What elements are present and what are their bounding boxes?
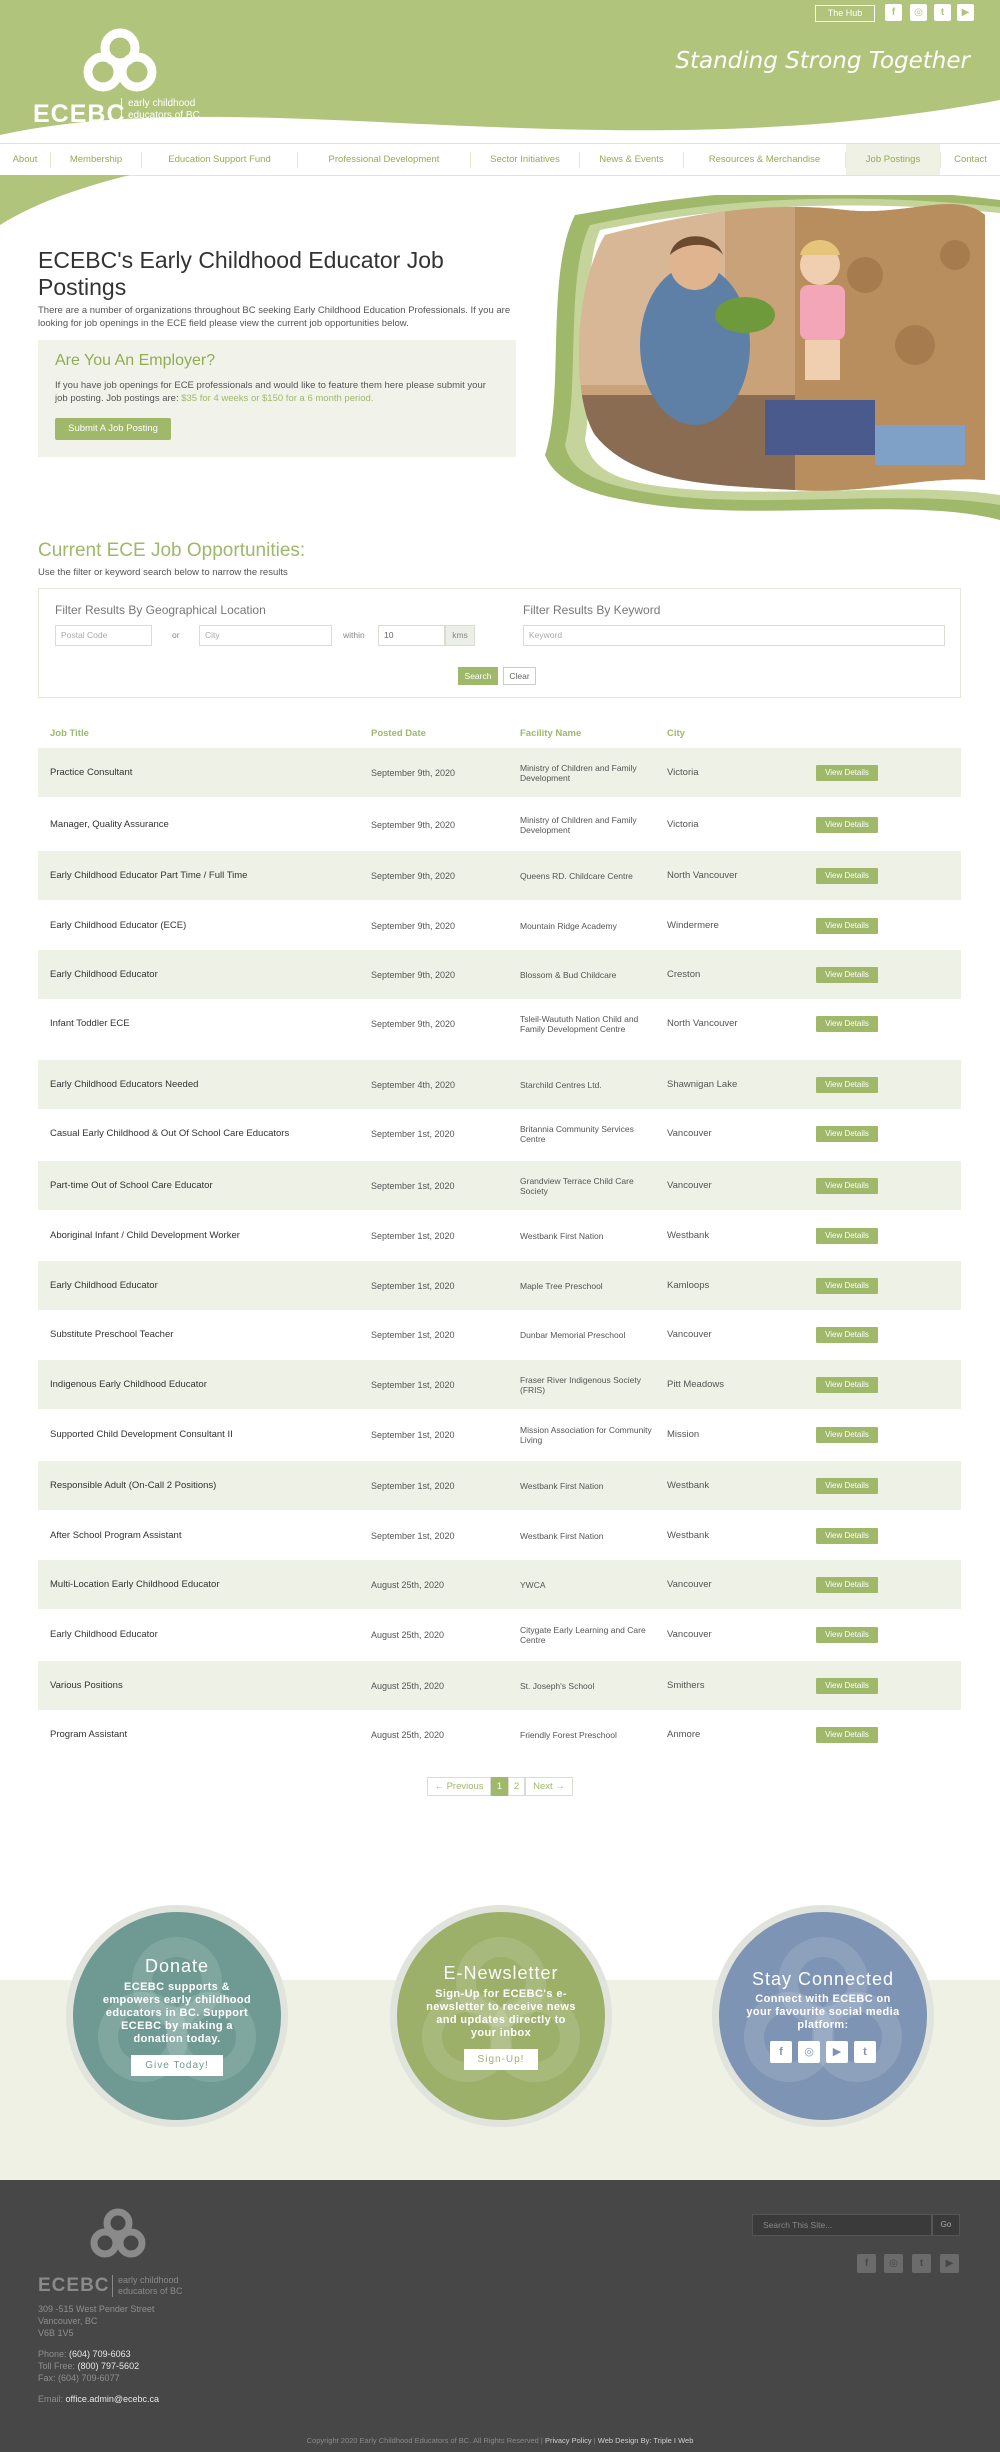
city-cell: Smithers <box>667 1680 705 1691</box>
job-title-cell[interactable]: Indigenous Early Childhood Educator <box>50 1379 207 1390</box>
footer-email <box>38 2394 159 2405</box>
city-cell: Vancouver <box>667 1579 712 1590</box>
sign-up-button[interactable]: Sign-Up! <box>464 2049 539 2070</box>
footer-phone-number[interactable]: (604) 709-6063 <box>69 2349 131 2359</box>
nav-item-resources-merchandise[interactable]: Resources & Merchandise <box>708 154 821 165</box>
newsletter-title: E-Newsletter <box>443 1962 559 1983</box>
city-cell: Windermere <box>667 920 719 931</box>
footer-fax-label: Fax: <box>38 2373 56 2383</box>
city-cell: Kamloops <box>667 1280 710 1291</box>
posted-date-cell: September 1st, 2020 <box>371 1180 455 1191</box>
facility-cell: Starchild Centres Ltd. <box>520 1079 602 1090</box>
table-row <box>38 800 961 849</box>
posted-date-cell: September 1st, 2020 <box>371 1429 455 1440</box>
facility-cell: Westbank First Nation <box>520 1480 604 1491</box>
table-row <box>38 1560 961 1609</box>
distance-unit: kms <box>445 625 475 646</box>
facility-cell: Ministry of Children and Family Development <box>520 762 637 783</box>
footer-address-line-1: 309 -515 West Pender Street <box>38 2304 155 2314</box>
table-row <box>38 1161 961 1210</box>
facebook-icon[interactable]: f <box>770 2041 792 2063</box>
facebook-icon[interactable]: f <box>885 4 902 21</box>
employer-heading: Are You An Employer? <box>55 352 216 369</box>
posted-date-cell: August 25th, 2020 <box>371 1729 445 1740</box>
facility-cell: Mission Association for Community Living <box>520 1424 652 1445</box>
nav-item-job-postings[interactable]: Job Postings <box>846 144 940 175</box>
donate-text: ECEBC supports & empowers early childhood educators in BC. Support ECEBC by making a donation today. <box>102 1981 252 2045</box>
newsletter-card <box>397 1912 605 2120</box>
view-details-button[interactable]: View Details <box>816 1327 878 1343</box>
employer-text <box>55 379 495 405</box>
footer-tollfree-number[interactable]: (800) 797-5602 <box>77 2361 140 2371</box>
privacy-policy-link[interactable]: Privacy Policy <box>544 2436 592 2445</box>
city-cell: Shawnigan Lake <box>667 1079 738 1090</box>
facility-cell: Blossom & Bud Childcare <box>520 969 617 980</box>
jobs-section-title: Current ECE Job Opportunities: <box>38 540 306 561</box>
within-label: within <box>343 630 365 640</box>
newsletter-text: Sign-Up for ECEBC's e-newsletter to receive news and updates directly to your inbox <box>426 1987 576 2039</box>
nav-item-about[interactable]: About <box>12 154 38 165</box>
table-row <box>38 1610 961 1659</box>
youtube-icon[interactable]: ▶ <box>826 2041 848 2063</box>
view-details-button[interactable]: View Details <box>816 817 878 833</box>
city-input[interactable]: City <box>199 625 332 646</box>
table-row <box>38 1310 961 1359</box>
keyword-input[interactable]: Keyword <box>523 625 945 646</box>
posted-date-cell: September 9th, 2020 <box>371 767 456 778</box>
footer-address-line-2: Vancouver, BC <box>38 2316 98 2326</box>
posted-date-cell: September 9th, 2020 <box>371 870 456 881</box>
view-details-button[interactable]: View Details <box>816 868 878 884</box>
pagination-previous[interactable]: ← Previous <box>427 1777 491 1796</box>
city-cell: Westbank <box>667 1230 710 1241</box>
facebook-icon[interactable]: f <box>857 2254 876 2273</box>
view-details-button[interactable]: View Details <box>816 1678 878 1694</box>
twitter-icon[interactable]: t <box>854 2041 876 2063</box>
facility-cell: Friendly Forest Preschool <box>520 1729 617 1740</box>
city-cell: Vancouver <box>667 1629 712 1640</box>
posted-date-cell: September 1st, 2020 <box>371 1230 455 1241</box>
job-title-cell[interactable]: Early Childhood Educator <box>50 1280 158 1291</box>
footer-phone <box>38 2349 131 2360</box>
facility-cell: Dunbar Memorial Preschool <box>520 1329 626 1340</box>
job-title-cell[interactable]: Multi-Location Early Childhood Educator <box>50 1579 220 1590</box>
table-row <box>38 1461 961 1510</box>
footer-logo-wordmark: ECEBC <box>38 2275 110 2296</box>
distance-input[interactable]: 10 <box>378 625 445 646</box>
job-title-cell[interactable]: Supported Child Development Consultant II <box>50 1429 233 1440</box>
nav-item-contact[interactable]: Contact <box>954 154 987 165</box>
nav-item-sector-initiatives[interactable]: Sector Initiatives <box>490 154 560 165</box>
employer-text-body: If you have job openings for ECE professionals and would like to feature them here please submit your job posting. Job postings are: <box>55 380 486 404</box>
city-cell: Mission <box>667 1429 700 1440</box>
view-details-button[interactable]: View Details <box>816 1377 878 1393</box>
clear-button[interactable]: Clear <box>503 667 536 685</box>
city-cell: Victoria <box>667 819 699 830</box>
instagram-icon[interactable]: ◎ <box>910 4 927 21</box>
twitter-icon[interactable]: t <box>934 4 951 21</box>
table-row <box>38 1410 961 1459</box>
view-details-button[interactable]: View Details <box>816 1077 878 1093</box>
posted-date-cell: September 1st, 2020 <box>371 1379 455 1390</box>
job-title-cell[interactable]: Infant Toddler ECE <box>50 1018 130 1029</box>
copyright-text: Copyright 2020 Early Childhood Educators of BC. All Rights Reserved <box>306 2436 539 2445</box>
view-details-button[interactable]: View Details <box>816 1278 878 1294</box>
city-cell: Anmore <box>667 1729 701 1740</box>
facility-cell: Maple Tree Preschool <box>520 1280 603 1291</box>
table-row <box>38 748 961 797</box>
job-title-cell[interactable]: After School Program Assistant <box>50 1530 182 1541</box>
donate-title: Donate <box>144 1956 210 1976</box>
footer-tollfree <box>38 2361 139 2372</box>
posted-date-cell: September 9th, 2020 <box>371 920 456 931</box>
submit-job-posting-button[interactable]: Submit A Job Posting <box>55 418 171 440</box>
facility-cell: Britannia Community Services Centre <box>520 1123 634 1144</box>
city-cell: Vancouver <box>667 1128 712 1139</box>
facility-cell: Citygate Early Learning and Care Centre <box>520 1624 646 1645</box>
geo-filter-heading: Filter Results By Geographical Location <box>55 603 266 617</box>
table-row <box>38 1060 961 1109</box>
column-header-posted-date[interactable]: Posted Date <box>371 728 426 739</box>
facility-cell: Mountain Ridge Academy <box>520 920 617 931</box>
table-row <box>38 1710 961 1759</box>
view-details-button[interactable]: View Details <box>816 1427 878 1443</box>
job-title-cell[interactable]: Aboriginal Infant / Child Development Worker <box>50 1230 240 1241</box>
posted-date-cell: September 9th, 2020 <box>371 969 456 980</box>
employer-price: $35 for 4 weeks or $150 for a 6 month period. <box>181 393 374 404</box>
connect-social-links <box>770 2041 876 2063</box>
instagram-icon[interactable]: ◎ <box>884 2254 903 2273</box>
connect-card <box>719 1912 927 2120</box>
facility-cell: St. Joseph's School <box>520 1680 595 1691</box>
or-label: or <box>172 630 180 640</box>
the-hub-button[interactable]: The Hub <box>815 5 875 22</box>
job-title-cell[interactable]: Manager, Quality Assurance <box>50 819 169 830</box>
footer-email-link[interactable]: office.admin@ecebc.ca <box>65 2394 160 2404</box>
city-cell: North Vancouver <box>667 1018 738 1029</box>
donate-card <box>73 1912 281 2120</box>
job-title-cell[interactable]: Early Childhood Educator (ECE) <box>50 920 187 931</box>
posted-date-cell: September 1st, 2020 <box>371 1280 455 1291</box>
footer-email-label: Email: <box>38 2394 64 2404</box>
view-details-button[interactable]: View Details <box>816 1178 878 1194</box>
connect-text: Connect with ECEBC on your favourite social media platform: <box>746 1993 900 2031</box>
nav-item-professional-development[interactable]: Professional Development <box>328 154 440 165</box>
view-details-button[interactable]: View Details <box>816 1627 878 1643</box>
page-title: ECEBC's Early Childhood Educator Job Postings <box>38 247 444 300</box>
table-row <box>38 1261 961 1310</box>
job-title-cell[interactable]: Early Childhood Educators Needed <box>50 1079 199 1090</box>
table-row <box>38 1511 961 1560</box>
posted-date-cell: September 1st, 2020 <box>371 1480 455 1491</box>
job-title-cell[interactable]: Early Childhood Educator <box>50 1629 158 1640</box>
facility-cell: Queens RD. Childcare Centre <box>520 870 633 881</box>
view-details-button[interactable]: View Details <box>816 1228 878 1244</box>
table-row <box>38 851 961 900</box>
city-cell: Creston <box>667 969 701 980</box>
footer-address-line-3: V6B 1V5 <box>38 2328 74 2338</box>
view-details-button[interactable]: View Details <box>816 1478 878 1494</box>
table-row <box>38 1109 961 1158</box>
postal-code-input[interactable]: Postal Code <box>55 625 152 646</box>
city-cell: Vancouver <box>667 1329 712 1340</box>
job-title-cell[interactable]: Substitute Preschool Teacher <box>50 1329 174 1340</box>
connect-title: Stay Connected <box>751 1969 895 1989</box>
column-header-facility[interactable]: Facility Name <box>520 728 582 739</box>
twitter-icon[interactable]: t <box>912 2254 931 2273</box>
main-navigation <box>0 143 1000 176</box>
table-row <box>38 1211 961 1260</box>
facility-cell: Ministry of Children and Family Development <box>520 814 637 835</box>
posted-date-cell: August 25th, 2020 <box>371 1629 445 1640</box>
job-title-cell[interactable]: Various Positions <box>50 1680 123 1691</box>
view-details-button[interactable]: View Details <box>816 765 878 781</box>
nav-item-education-support-fund[interactable]: Education Support Fund <box>168 154 271 165</box>
logo-wordmark[interactable]: ECEBC <box>33 100 126 128</box>
posted-date-cell: September 4th, 2020 <box>371 1079 456 1090</box>
footer-fax <box>38 2373 120 2384</box>
table-row <box>38 1661 961 1710</box>
posted-date-cell: September 9th, 2020 <box>371 819 456 830</box>
city-cell: North Vancouver <box>667 870 738 881</box>
job-title-cell[interactable]: Early Childhood Educator Part Time / Full Time <box>50 870 248 881</box>
posted-date-cell: August 25th, 2020 <box>371 1680 445 1691</box>
table-row <box>38 950 961 999</box>
job-title-cell[interactable]: Early Childhood Educator <box>50 969 158 980</box>
footer-search-go-button[interactable]: Go <box>932 2214 960 2236</box>
pagination-next[interactable]: Next → <box>525 1777 573 1796</box>
view-details-button[interactable]: View Details <box>816 1126 878 1142</box>
view-details-button[interactable]: View Details <box>816 918 878 934</box>
city-cell: Vancouver <box>667 1180 712 1191</box>
table-row <box>38 1360 961 1409</box>
footer-phone-label: Phone: <box>38 2349 67 2359</box>
view-details-button[interactable]: View Details <box>816 1727 878 1743</box>
nav-item-news-events[interactable]: News & Events <box>599 154 664 165</box>
view-details-button[interactable]: View Details <box>816 967 878 983</box>
instagram-icon[interactable]: ◎ <box>798 2041 820 2063</box>
site-tagline: Standing Strong Together <box>675 48 970 74</box>
posted-date-cell: August 25th, 2020 <box>371 1579 445 1590</box>
copyright-bar: Copyright 2020 Early Childhood Educators of BC. All Rights Reserved | Privacy Policy | Web Design By: Triple I Web <box>306 2436 694 2445</box>
footer-tollfree-label: Toll Free: <box>38 2361 76 2371</box>
job-title-cell[interactable]: Part-time Out of School Care Educator <box>50 1180 213 1191</box>
footer-fax-number: (604) 709-6077 <box>58 2373 120 2383</box>
nav-wave-decoration <box>0 175 130 230</box>
jobs-section-subtitle: Use the filter or keyword search below to narrow the results <box>38 567 288 578</box>
pagination-page-1[interactable]: 1 <box>491 1777 508 1796</box>
page-intro: There are a number of organizations throughout BC seeking Early Childhood Education Professionals. If you are looking for job openings in the ECE field please view the current job opportunities below. <box>38 305 511 329</box>
job-title-cell[interactable]: Responsible Adult (On-Call 2 Positions) <box>50 1480 217 1491</box>
hero-photo <box>545 195 1000 520</box>
posted-date-cell: September 1st, 2020 <box>371 1530 455 1541</box>
facility-cell: YWCA <box>520 1579 546 1590</box>
facility-cell: Grandview Terrace Child Care Society <box>520 1175 634 1196</box>
logo-subtitle: early childhood educators of BC <box>121 98 211 122</box>
facility-cell: Tsleil-Waututh Nation Child and Family Development Centre <box>520 1013 639 1034</box>
nav-item-membership[interactable]: Membership <box>69 154 123 165</box>
job-title-cell[interactable]: Program Assistant <box>50 1729 128 1740</box>
city-cell: Westbank <box>667 1530 710 1541</box>
give-today-button[interactable]: Give Today! <box>131 2055 223 2076</box>
column-header-city[interactable]: City <box>667 728 685 739</box>
keyword-filter-heading: Filter Results By Keyword <box>523 603 661 617</box>
posted-date-cell: September 9th, 2020 <box>371 1018 456 1029</box>
city-cell: Pitt Meadows <box>667 1379 725 1390</box>
facility-cell: Westbank First Nation <box>520 1530 604 1541</box>
posted-date-cell: September 1st, 2020 <box>371 1329 455 1340</box>
facility-cell: Fraser River Indigenous Society (FRIS) <box>520 1374 641 1395</box>
pagination-page-2[interactable]: 2 <box>508 1777 525 1796</box>
city-cell: Victoria <box>667 767 699 778</box>
youtube-icon[interactable]: ▶ <box>957 4 974 21</box>
job-title-cell[interactable]: Casual Early Childhood & Out Of School Care Educators <box>50 1128 290 1139</box>
web-design-credit-link[interactable]: Web Design By: Triple I Web <box>597 2436 694 2445</box>
view-details-button[interactable]: View Details <box>816 1577 878 1593</box>
column-header-job-title[interactable]: Job Title <box>50 728 89 739</box>
job-title-cell[interactable]: Practice Consultant <box>50 767 133 778</box>
search-button[interactable]: Search <box>458 667 498 685</box>
table-row <box>38 901 961 950</box>
footer-logo-icon[interactable] <box>78 2203 158 2273</box>
view-details-button[interactable]: View Details <box>816 1528 878 1544</box>
footer-logo-subtitle: early childhood educators of BC <box>112 2275 202 2297</box>
city-cell: Westbank <box>667 1480 710 1491</box>
facility-cell: Westbank First Nation <box>520 1230 604 1241</box>
youtube-icon[interactable]: ▶ <box>940 2254 959 2273</box>
posted-date-cell: September 1st, 2020 <box>371 1128 455 1139</box>
view-details-button[interactable]: View Details <box>816 1016 878 1032</box>
footer-search-input[interactable]: Search This Site... <box>752 2214 932 2236</box>
table-row <box>38 999 961 1048</box>
